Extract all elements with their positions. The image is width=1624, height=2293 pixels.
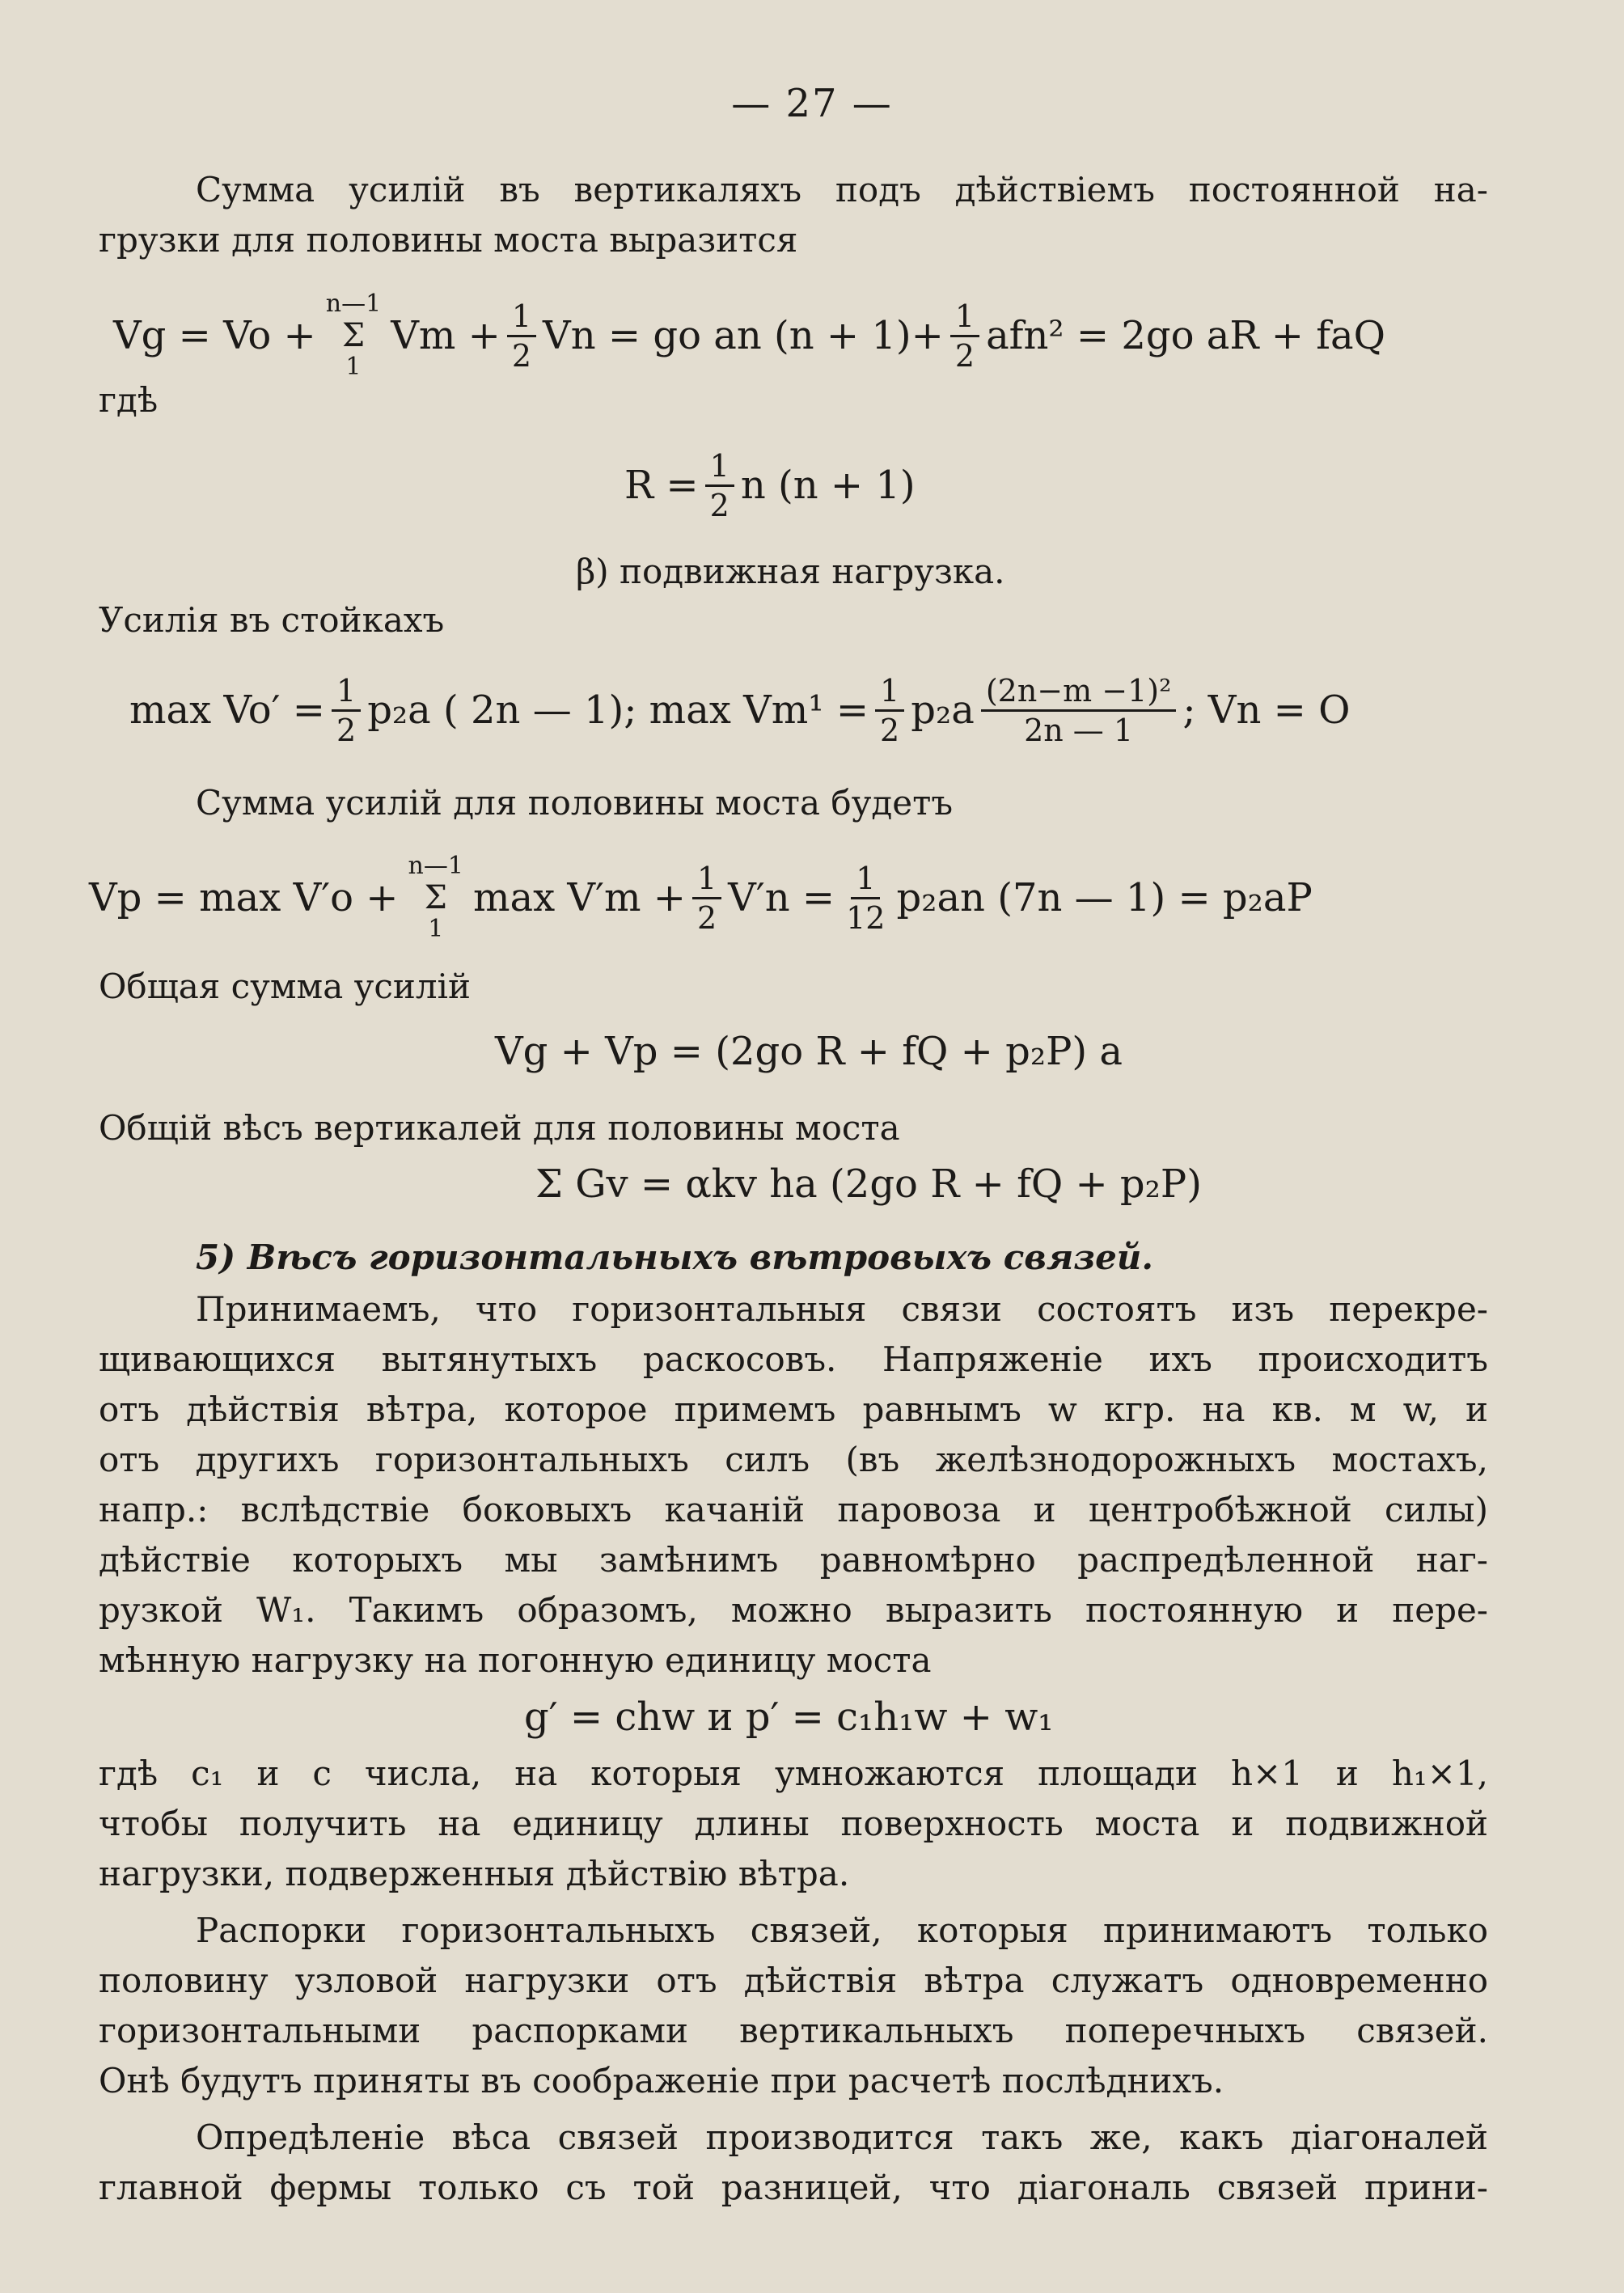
formula-part: p₂an (7n — 1) = p₂aP [896, 875, 1313, 920]
sum-lower: 1 [345, 353, 362, 381]
text-line: Усилія въ стойкахъ [99, 600, 445, 640]
text-line: дѣйствіе которыхъ мы замѣнимъ равномѣрно распредѣленной наг- [99, 1540, 1488, 1580]
formula-part: Vg = Vo + [113, 313, 316, 358]
text-line: мѣнную нагрузку на погонную единицу моста [99, 1640, 932, 1680]
text-line: грузки для половины моста выразится [99, 220, 798, 260]
denominator: 2n — 1 [1024, 712, 1134, 748]
formula-part: n (n + 1) [740, 463, 916, 508]
text-line: чтобы получить на единицу длины поверхность моста и подвижной [99, 1804, 1488, 1843]
fraction [875, 672, 904, 748]
formula-part: Vm + [391, 313, 501, 358]
formula-part: p₂a [911, 687, 975, 733]
formula-part: max Vo′ = [129, 687, 325, 733]
sum-upper: n—1 [325, 290, 382, 318]
formula-part: Vp = max V′o + [89, 875, 399, 920]
text-line: гдѣ [99, 380, 159, 420]
numerator: 1 [875, 675, 904, 712]
text-line: Распорки горизонтальныхъ связей, которыя принимаютъ только [196, 1910, 1488, 1950]
denominator: 2 [954, 337, 975, 374]
section-subheading: β) подвижная нагрузка. [576, 552, 1005, 591]
text-line: половину узловой нагрузки отъ дѣйствія вѣтра служатъ одновременно [99, 1961, 1488, 2000]
fraction [332, 672, 361, 748]
sum-lower: 1 [428, 915, 444, 943]
formula-part: R = [624, 463, 699, 508]
text-line: гдѣ c₁ и c числа, на которыя умножаются площади h×1 и h₁×1, [99, 1754, 1488, 1793]
text-line: Общая сумма усилій [99, 967, 471, 1006]
text-line: напр.: вслѣдствіе боковыхъ качаній паровоза и центробѣжной силы) [99, 1490, 1488, 1529]
numerator: (2n−m −1)² [981, 675, 1177, 712]
text-line: Сумма усилій въ вертикаляхъ подъ дѣйствіемъ постоянной на- [196, 170, 1488, 209]
denominator: 2 [880, 712, 900, 748]
section-heading: 5) Вѣсъ горизонтальныхъ вѣтровыхъ связей. [196, 1237, 1153, 1277]
fraction [705, 447, 734, 523]
formula-vp [89, 837, 1313, 958]
denominator: 2 [696, 899, 717, 936]
numerator: 1 [692, 863, 721, 899]
denominator: 2 [336, 712, 357, 748]
formula-maxv [129, 662, 1350, 759]
formula-sum-g: Σ Gv = αkv ha (2go R + fQ + p₂P) [535, 1161, 1202, 1207]
numerator: 1 [851, 863, 880, 899]
text-line: отъ другихъ горизонтальныхъ силъ (въ желѣзнодорожныхъ мостахъ, [99, 1440, 1488, 1479]
text-line: нагрузки, подверженныя дѣйствію вѣтра. [99, 1854, 850, 1893]
sum-sign: Σ [424, 879, 447, 916]
text-line: Принимаемъ, что горизонтальныя связи состоятъ изъ перекре- [196, 1289, 1488, 1329]
text-line: рузкой W₁. Такимъ образомъ, можно выразить постоянную и пере- [99, 1590, 1488, 1630]
text-line: горизонтальными распорками вертикальныхъ поперечныхъ связей. [99, 2011, 1488, 2050]
formula-part: V′n = [728, 875, 835, 920]
text-line: Онѣ будутъ приняты въ соображеніе при расчетѣ послѣднихъ. [99, 2061, 1224, 2101]
sum-upper: n—1 [408, 852, 463, 880]
sum-operator [326, 292, 381, 379]
formula-vgvp: Vg + Vp = (2go R + fQ + p₂P) a [495, 1029, 1123, 1074]
formula-g-prime: g′ = chw и p′ = c₁h₁w + w₁ [524, 1694, 1054, 1740]
numerator: 1 [507, 301, 536, 337]
fraction [950, 298, 979, 374]
denominator: 2 [709, 487, 730, 523]
formula-part: afn² = 2go aR + faQ [986, 313, 1385, 358]
page-number: — 27 — [731, 81, 893, 126]
fraction [692, 860, 721, 936]
sum-sign: Σ [341, 317, 366, 354]
fraction [507, 298, 536, 374]
formula-part: max V′m + [472, 875, 686, 920]
formula-vg [113, 275, 1385, 396]
text-line: Сумма усилій для половины моста будетъ [196, 783, 954, 823]
text-line: главной фермы только съ той разницей, что діагональ связей прини- [99, 2168, 1488, 2207]
text-line: щивающихся вытянутыхъ раскосовъ. Напряженіе ихъ происходитъ [99, 1339, 1488, 1379]
numerator: 1 [950, 301, 979, 337]
fraction [981, 672, 1177, 748]
numerator: 1 [332, 675, 361, 712]
numerator: 1 [705, 451, 734, 487]
formula-part: Vn = go an (n + 1)+ [543, 313, 944, 358]
text-line: Опредѣленіе вѣса связей производится такъ же, какъ діагоналей [196, 2117, 1488, 2157]
text-line: отъ дѣйствія вѣтра, которое примемъ равнымъ w кгр. на кв. м w, и [99, 1390, 1488, 1429]
formula-part: p₂a ( 2n — 1); max Vm¹ = [367, 687, 869, 733]
denominator: 12 [846, 899, 886, 936]
text-line: Общій вѣсъ вертикалей для половины моста [99, 1108, 900, 1148]
formula-part: ; Vn = O [1182, 687, 1351, 733]
formula-r [624, 441, 916, 530]
fraction [841, 860, 890, 936]
sum-operator [408, 854, 463, 941]
denominator: 2 [511, 337, 532, 374]
